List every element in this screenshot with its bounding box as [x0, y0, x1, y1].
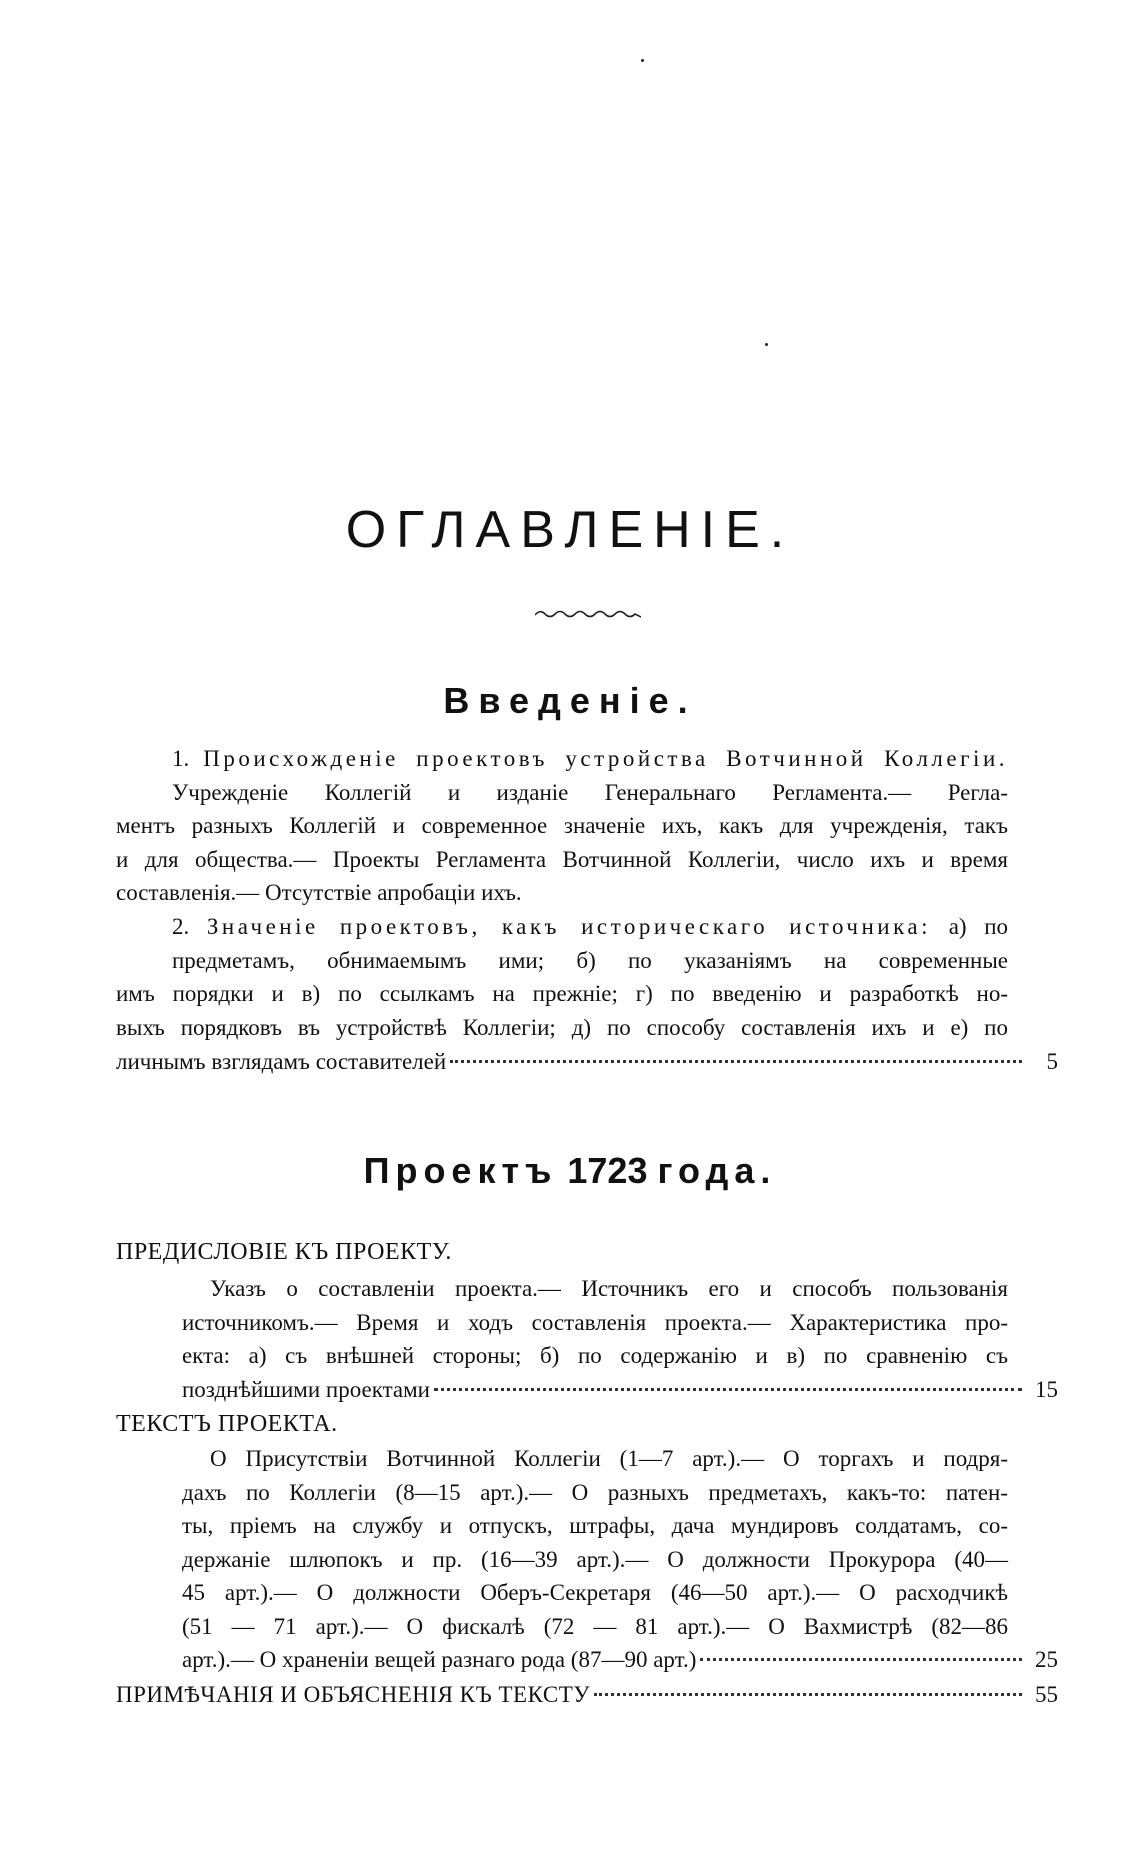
item-line: а) по предметамъ, обнимаемымъ ими; б) по указаніямъ на современные — [172, 914, 1009, 973]
leader-dots — [700, 1658, 1022, 1661]
squiggle-ornament — [535, 606, 641, 620]
text-line: ты, пріемъ на службу и отпускъ, штрафы, дача мундировъ солдатамъ, со- — [182, 1513, 1008, 1538]
preface-line: Указъ о составленіи проекта.— Источникъ его и способъ пользованія — [210, 1276, 1008, 1301]
preface-line: екта: а) съ внѣшней стороны; б) по содержанію и в) по сравненію съ — [182, 1343, 1008, 1368]
item-line: и для общества.— Проекты Регламента Вотчинной Коллегіи, число ихъ и время — [116, 846, 1008, 872]
page-number: 25 — [1035, 1647, 1058, 1672]
text-line: держаніе шлюпокъ и пр. (16—39 арт.).— О должности Прокурора (40— — [182, 1546, 1008, 1572]
toc-row-text — [182, 1643, 1058, 1677]
item-line: составленія.— Отсутствіе апробаціи ихъ. — [116, 880, 522, 905]
heading-word: Проектъ — [363, 1150, 558, 1191]
intro-item-2 — [116, 910, 1008, 1044]
text-line: О Присутствіи Вотчинной Коллегіи (1—7 арт.).— О торгахъ и подря- — [210, 1446, 1008, 1471]
section-heading-project — [0, 1150, 1140, 1192]
scan-speck — [641, 59, 644, 62]
leader-dots — [434, 1388, 1022, 1391]
item-lead: Значеніе проектовъ, какъ историческаго источника: — [206, 914, 932, 939]
item-number: 1. — [172, 746, 190, 771]
preface-title: ПРЕДИСЛОВІЕ КЪ ПРОЕКТУ. — [116, 1239, 452, 1265]
toc-row-preface — [182, 1373, 1058, 1407]
preface-line: источникомъ.— Время и ходъ составленія проекта.— Характеристика про- — [182, 1309, 1008, 1335]
preface-body — [182, 1272, 1008, 1373]
item-lead: Происхожденіе проектовъ устройства Вотчинной Коллегіи. — [203, 746, 1009, 771]
text-body — [182, 1442, 1008, 1643]
item-line: Учрежденіе Коллегій и изданіе Генеральнаго Регламента.— Регла- — [172, 779, 1008, 805]
text-line: (51 — 71 арт.).— О фискалѣ (72 — 81 арт.).— О Вахмистрѣ (82—86 — [182, 1613, 1008, 1639]
page-number: 55 — [1035, 1682, 1058, 1707]
heading-year: 1723 — [567, 1150, 648, 1191]
page-number: 5 — [1046, 1049, 1058, 1074]
intro-item-2-first-line — [116, 910, 1008, 977]
item-number: 2. — [172, 914, 190, 939]
section-heading-introduction: Введеніе. — [443, 680, 697, 721]
text-line: 45 арт.).— О должности Оберъ-Секретаря (46—50 арт.).— О расходчикѣ — [182, 1580, 1008, 1605]
item-line: выхъ порядковъ въ устройствѣ Коллегіи; д) по способу составленія ихъ и е) по — [116, 1014, 1008, 1040]
intro-item-1-first-line — [116, 742, 1008, 809]
toc-row-intro-item-2 — [116, 1045, 1058, 1079]
page-number: 15 — [1035, 1377, 1058, 1402]
heading-word: года. — [657, 1150, 777, 1191]
leader-dots — [450, 1060, 1022, 1063]
page-title: ОГЛАВЛЕНІЕ. — [345, 501, 795, 559]
notes-title: ПРИМѢЧАНІЯ И ОБЪЯСНЕНІЯ КЪ ТЕКСТУ — [116, 1682, 591, 1707]
toc-row-notes — [116, 1678, 1058, 1712]
text-line: дахъ по Коллегіи (8—15 арт.).— О разныхъ предметахъ, какъ-то: патен- — [182, 1479, 1008, 1505]
preface-line: позднѣйшими проектами — [182, 1377, 430, 1402]
text-title: ТЕКСТЪ ПРОЕКТА. — [116, 1411, 338, 1437]
leader-dots — [594, 1693, 1022, 1696]
item-line: личнымъ взглядамъ составителей — [116, 1049, 447, 1074]
item-line: ментъ разныхъ Коллегій и современное значеніе ихъ, какъ для учрежденія, такъ — [116, 813, 1008, 838]
text-line: арт.).— О храненіи вещей разнаго рода (87—90 арт.) — [182, 1647, 697, 1672]
intro-item-1 — [116, 742, 1008, 910]
scan-speck — [765, 343, 768, 346]
item-line: имъ порядки и в) по ссылкамъ на прежніе; г) по введенію и разработкѣ но- — [116, 981, 1008, 1006]
